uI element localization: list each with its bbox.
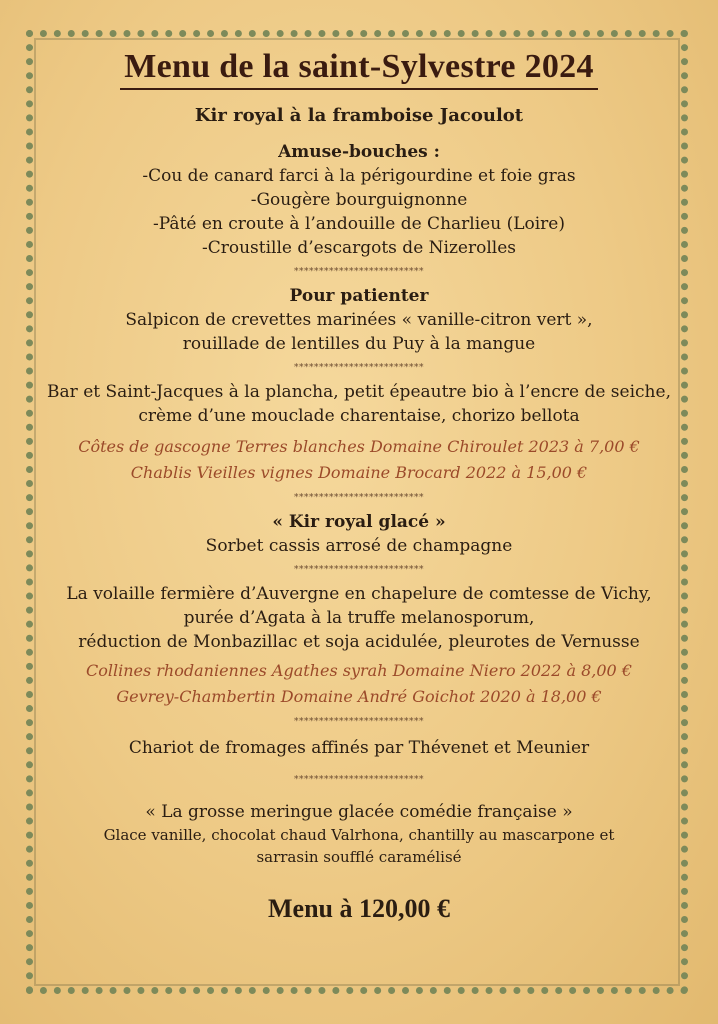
amuse-heading: Amuse-bouches : <box>278 142 440 162</box>
amuse-item: -Gougère bourguignonne <box>250 190 468 210</box>
separator: ************************** <box>294 775 424 785</box>
patienter-heading: Pour patienter <box>289 286 429 306</box>
separator: ************************** <box>294 565 424 575</box>
amuse-item: -Croustille d’escargots de Nizerolles <box>201 238 517 258</box>
menu-content <box>40 48 678 950</box>
patienter-line: Salpicon de crevettes marinées « vanille-citron vert », <box>125 310 593 330</box>
main-line: La volaille fermière d’Auvergne en chapelure de comtesse de Vichy, <box>66 584 652 604</box>
amuse-item: -Cou de canard farci à la périgourdine et foie gras <box>142 166 576 186</box>
dessert-line: Glace vanille, chocolat chaud Valrhona, chantilly au mascarpone et <box>103 826 615 844</box>
dessert-heading: « La grosse meringue glacée comédie française » <box>145 802 573 822</box>
fish-section <box>40 380 678 486</box>
menu-title: Menu de la saint-Sylvestre 2024 <box>120 48 598 90</box>
amuse-item: -Pâté en croute à l’andouille de Charlieu (Loire) <box>153 214 565 234</box>
separator: ************************** <box>294 363 424 373</box>
wine-pairing: Collines rhodaniennes Agathes syrah Domaine Niero 2022 à 8,00 € <box>85 661 632 680</box>
main-section <box>40 582 678 710</box>
sorbet-heading: « Kir royal glacé » <box>272 512 446 532</box>
wine-pairing: Gevrey-Chambertin Domaine André Goichot 2020 à 18,00 € <box>116 687 602 706</box>
menu-price: Menu à 120,00 € <box>268 894 450 923</box>
separator: ************************** <box>294 267 424 277</box>
amuse-section <box>40 140 678 260</box>
cheese-course: Chariot de fromages affinés par Thévenet et Meunier <box>128 738 590 758</box>
separator: ************************** <box>294 717 424 727</box>
fish-line: crème d’une mouclade charentaise, chorizo bellota <box>138 406 580 426</box>
wine-pairing: Chablis Vieilles vignes Domaine Brocard 2022 à 15,00 € <box>130 463 588 482</box>
sorbet-line: Sorbet cassis arrosé de champagne <box>205 536 513 556</box>
wine-pairing: Côtes de gascogne Terres blanches Domaine Chiroulet 2023 à 7,00 € <box>78 437 640 456</box>
patienter-line: rouillade de lentilles du Puy à la mangue <box>182 334 536 354</box>
aperitif: Kir royal à la framboise Jacoulot <box>194 105 524 126</box>
sorbet-section <box>40 510 678 558</box>
dessert-line: sarrasin soufflé caramélisé <box>256 848 462 866</box>
main-line: purée d’Agata à la truffe melanosporum, <box>183 608 535 628</box>
main-line: réduction de Monbazillac et soja acidulée, pleurotes de Vernusse <box>78 632 640 652</box>
separator: ************************** <box>294 493 424 503</box>
fish-line: Bar et Saint-Jacques à la plancha, petit épeautre bio à l’encre de seiche, <box>47 382 671 402</box>
patienter-section <box>40 284 678 356</box>
dessert-section <box>40 800 678 868</box>
